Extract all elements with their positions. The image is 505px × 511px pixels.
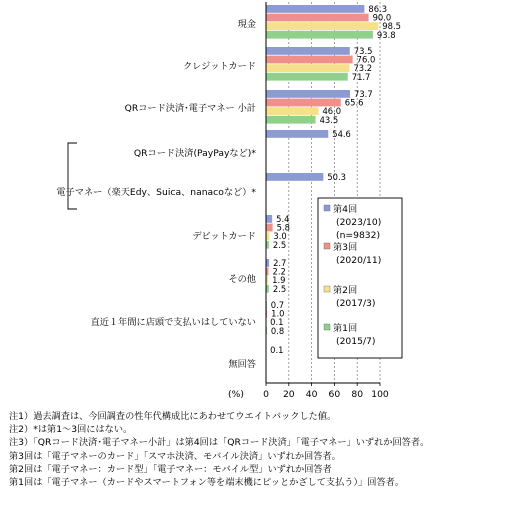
legend-period: (2020/11) <box>336 255 382 266</box>
bar-4-0 <box>266 173 323 181</box>
bar-0-2 <box>266 22 378 30</box>
footnote-3-line-3: 第2回は「電子マネー：カード型」「電子マネー：モバイル型」いずれか回答者 <box>9 463 332 475</box>
category-label: クレジットカード <box>183 61 256 72</box>
data-label: 93.8 <box>376 29 396 40</box>
legend-series-name: 第4回 <box>333 204 358 215</box>
legend-series-name: 第3回 <box>333 242 358 253</box>
x-tick-label: 60 <box>328 389 341 400</box>
bar-1-3 <box>266 73 348 81</box>
data-label: 46.0 <box>322 106 342 117</box>
bar-0-0 <box>266 5 364 13</box>
data-label: 5.8 <box>276 222 290 233</box>
data-label: 1.9 <box>272 275 286 286</box>
category-label: QRコード決済(PayPayなど)* <box>133 148 256 159</box>
bar-5-1 <box>266 224 273 232</box>
category-label: デビットカード <box>192 231 256 242</box>
data-label: 0.1 <box>270 317 284 328</box>
legend-swatch <box>324 205 330 211</box>
footnote-2: 注2）*は第1～3回にはない。 <box>9 424 133 436</box>
legend-series-name: 第1回 <box>333 323 358 334</box>
category-label: QRコード決済･電子マネー 小計 <box>124 103 256 114</box>
data-label: 54.6 <box>332 129 351 139</box>
data-label: 76.0 <box>356 54 376 65</box>
data-label: 0.7 <box>270 300 285 310</box>
legend-swatch <box>324 243 330 249</box>
data-label: 73.7 <box>354 89 373 99</box>
data-label: 1.0 <box>271 308 285 319</box>
footnote-3: 注3）「QRコード決済･電子マネー小計」は第4回は「QRコード決済」「電子マネー」いずれか回答者。 <box>9 437 430 449</box>
category-label: その他 <box>228 274 256 285</box>
data-label: 86.3 <box>368 4 388 14</box>
bar-1-1 <box>266 56 353 64</box>
legend-swatch <box>324 324 330 330</box>
data-label: 3.0 <box>273 231 287 242</box>
data-label: 98.5 <box>382 21 401 32</box>
data-label: 2.2 <box>272 266 286 277</box>
bar-2-0 <box>266 90 350 98</box>
bar-3-0 <box>266 130 328 138</box>
legend-period: (2017/3) <box>336 298 376 309</box>
bar-5-2 <box>266 232 269 240</box>
category-label: 電子マネー（楽天Edy、Suica、nanacoなど）* <box>56 187 256 198</box>
data-label: 73.5 <box>353 46 373 56</box>
data-label: 2.5 <box>272 283 287 294</box>
bar-1-2 <box>266 64 349 72</box>
data-label: 65.6 <box>344 97 364 108</box>
bar-0-1 <box>266 14 369 22</box>
data-label: 0.1 <box>270 345 284 355</box>
footnote-3-line-4: 第1回は「電子マネー（カードやスマートフォン等を端末機にピッとかざして支払う）」回答者。 <box>9 477 405 489</box>
data-label: 73.2 <box>353 63 373 74</box>
bar-0-3 <box>266 31 373 39</box>
data-label: 50.3 <box>327 172 346 182</box>
legend-period: (2015/7) <box>336 336 376 347</box>
bar-2-3 <box>266 116 316 124</box>
footnote-3-line-2: 第3回は「電子マネーのカード」「スマホ決済、モバイル決済」いずれか回答者。 <box>9 450 341 462</box>
bar-2-2 <box>266 107 318 115</box>
data-label: 71.7 <box>351 71 371 82</box>
x-tick-label: 0 <box>263 389 269 400</box>
x-tick-label: 40 <box>305 389 318 400</box>
footnotes <box>9 410 501 489</box>
x-unit-label: (%) <box>228 389 244 400</box>
bar-5-0 <box>266 215 272 223</box>
x-tick-label: 20 <box>282 389 295 400</box>
category-label: 直近１年間に店頭で支払いはしていない <box>90 317 256 328</box>
data-label: 2.7 <box>273 258 287 268</box>
bar-1-0 <box>266 47 350 55</box>
x-tick-label: 80 <box>351 389 364 400</box>
data-label: 2.5 <box>272 239 287 250</box>
category-bracket <box>68 143 77 209</box>
data-label: 43.5 <box>319 114 339 125</box>
category-label: 無回答 <box>228 359 256 370</box>
x-tick-label: 100 <box>371 389 389 400</box>
data-label: 90.0 <box>372 12 392 23</box>
footnote-1: 注1）過去調査は、今回調査の性年代構成比にあわせてウエイトバックした値。 <box>9 411 337 422</box>
category-label: 現金 <box>237 19 256 30</box>
data-label: 5.4 <box>276 214 290 224</box>
legend-period: (2023/10) <box>336 217 382 228</box>
legend-sample-size: (n=9832) <box>336 230 381 241</box>
data-label: 0.8 <box>270 325 285 336</box>
legend-series-name: 第2回 <box>333 285 358 296</box>
legend-swatch <box>324 286 330 292</box>
